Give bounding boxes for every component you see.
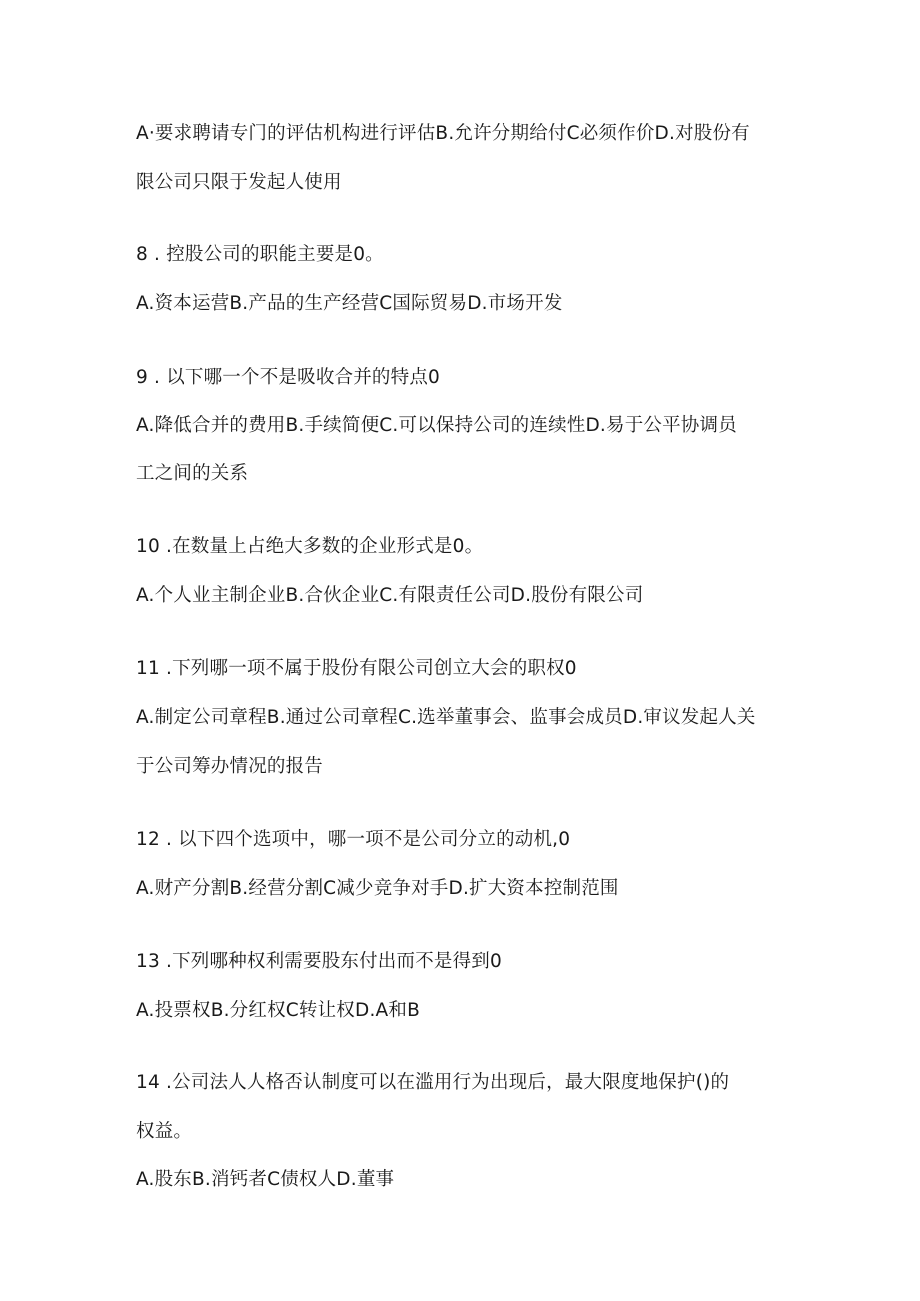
question-11-options-line-1: A.制定公司章程B.通过公司章程C.选举董事会、监事会成员D.审议发起人关 <box>136 707 756 728</box>
question-13-options: A.投票权B.分红权C转让权D.A和B <box>136 1000 420 1021</box>
question-14-stem-line-1: 14 .公司法人人格否认制度可以在滥用行为出现后，最大限度地保护()的 <box>136 1072 730 1093</box>
question-7-options-line-2: 限公司只限于发起人使用 <box>136 172 342 193</box>
question-9-options-line-1: A.降低合并的费用B.手续简便C.可以保持公司的连续性D.易于公平协调员 <box>136 415 737 436</box>
question-10-options: A.个人业主制企业B.合伙企业C.有限责任公司D.股份有限公司 <box>136 585 644 606</box>
question-10-stem: 10 .在数量上占绝大多数的企业形式是0。 <box>136 536 484 557</box>
question-9-stem: 9 . 以下哪一个不是吸收合并的特点0 <box>136 367 440 388</box>
question-14-stem-line-2: 权益。 <box>136 1121 193 1142</box>
question-7-options-line-1: A·要求聘请专门的评估机构进行评估B.允许分期给付C必须作价D.对股份有 <box>136 123 750 144</box>
question-12-stem: 12 . 以下四个选项中，哪一项不是公司分立的动机,0 <box>136 829 571 850</box>
question-11-stem: 11 .下列哪一项不属于股份有限公司创立大会的职权0 <box>136 658 577 679</box>
question-8-options: A.资本运营B.产品的生产经营C国际贸易D.市场开发 <box>136 293 563 314</box>
question-8-stem: 8 . 控股公司的职能主要是0。 <box>136 244 384 265</box>
question-12-options: A.财产分割B.经营分割C减少竞争对手D.扩大资本控制范围 <box>136 878 619 899</box>
question-11-options-line-2: 于公司筹办情况的报告 <box>136 756 324 777</box>
question-9-options-line-2: 工之间的关系 <box>136 463 249 484</box>
question-14-options: A.股东B.消钙者C债权人D.董事 <box>136 1169 395 1190</box>
question-13-stem: 13 .下列哪种权利需要股东付出而不是得到0 <box>136 951 502 972</box>
